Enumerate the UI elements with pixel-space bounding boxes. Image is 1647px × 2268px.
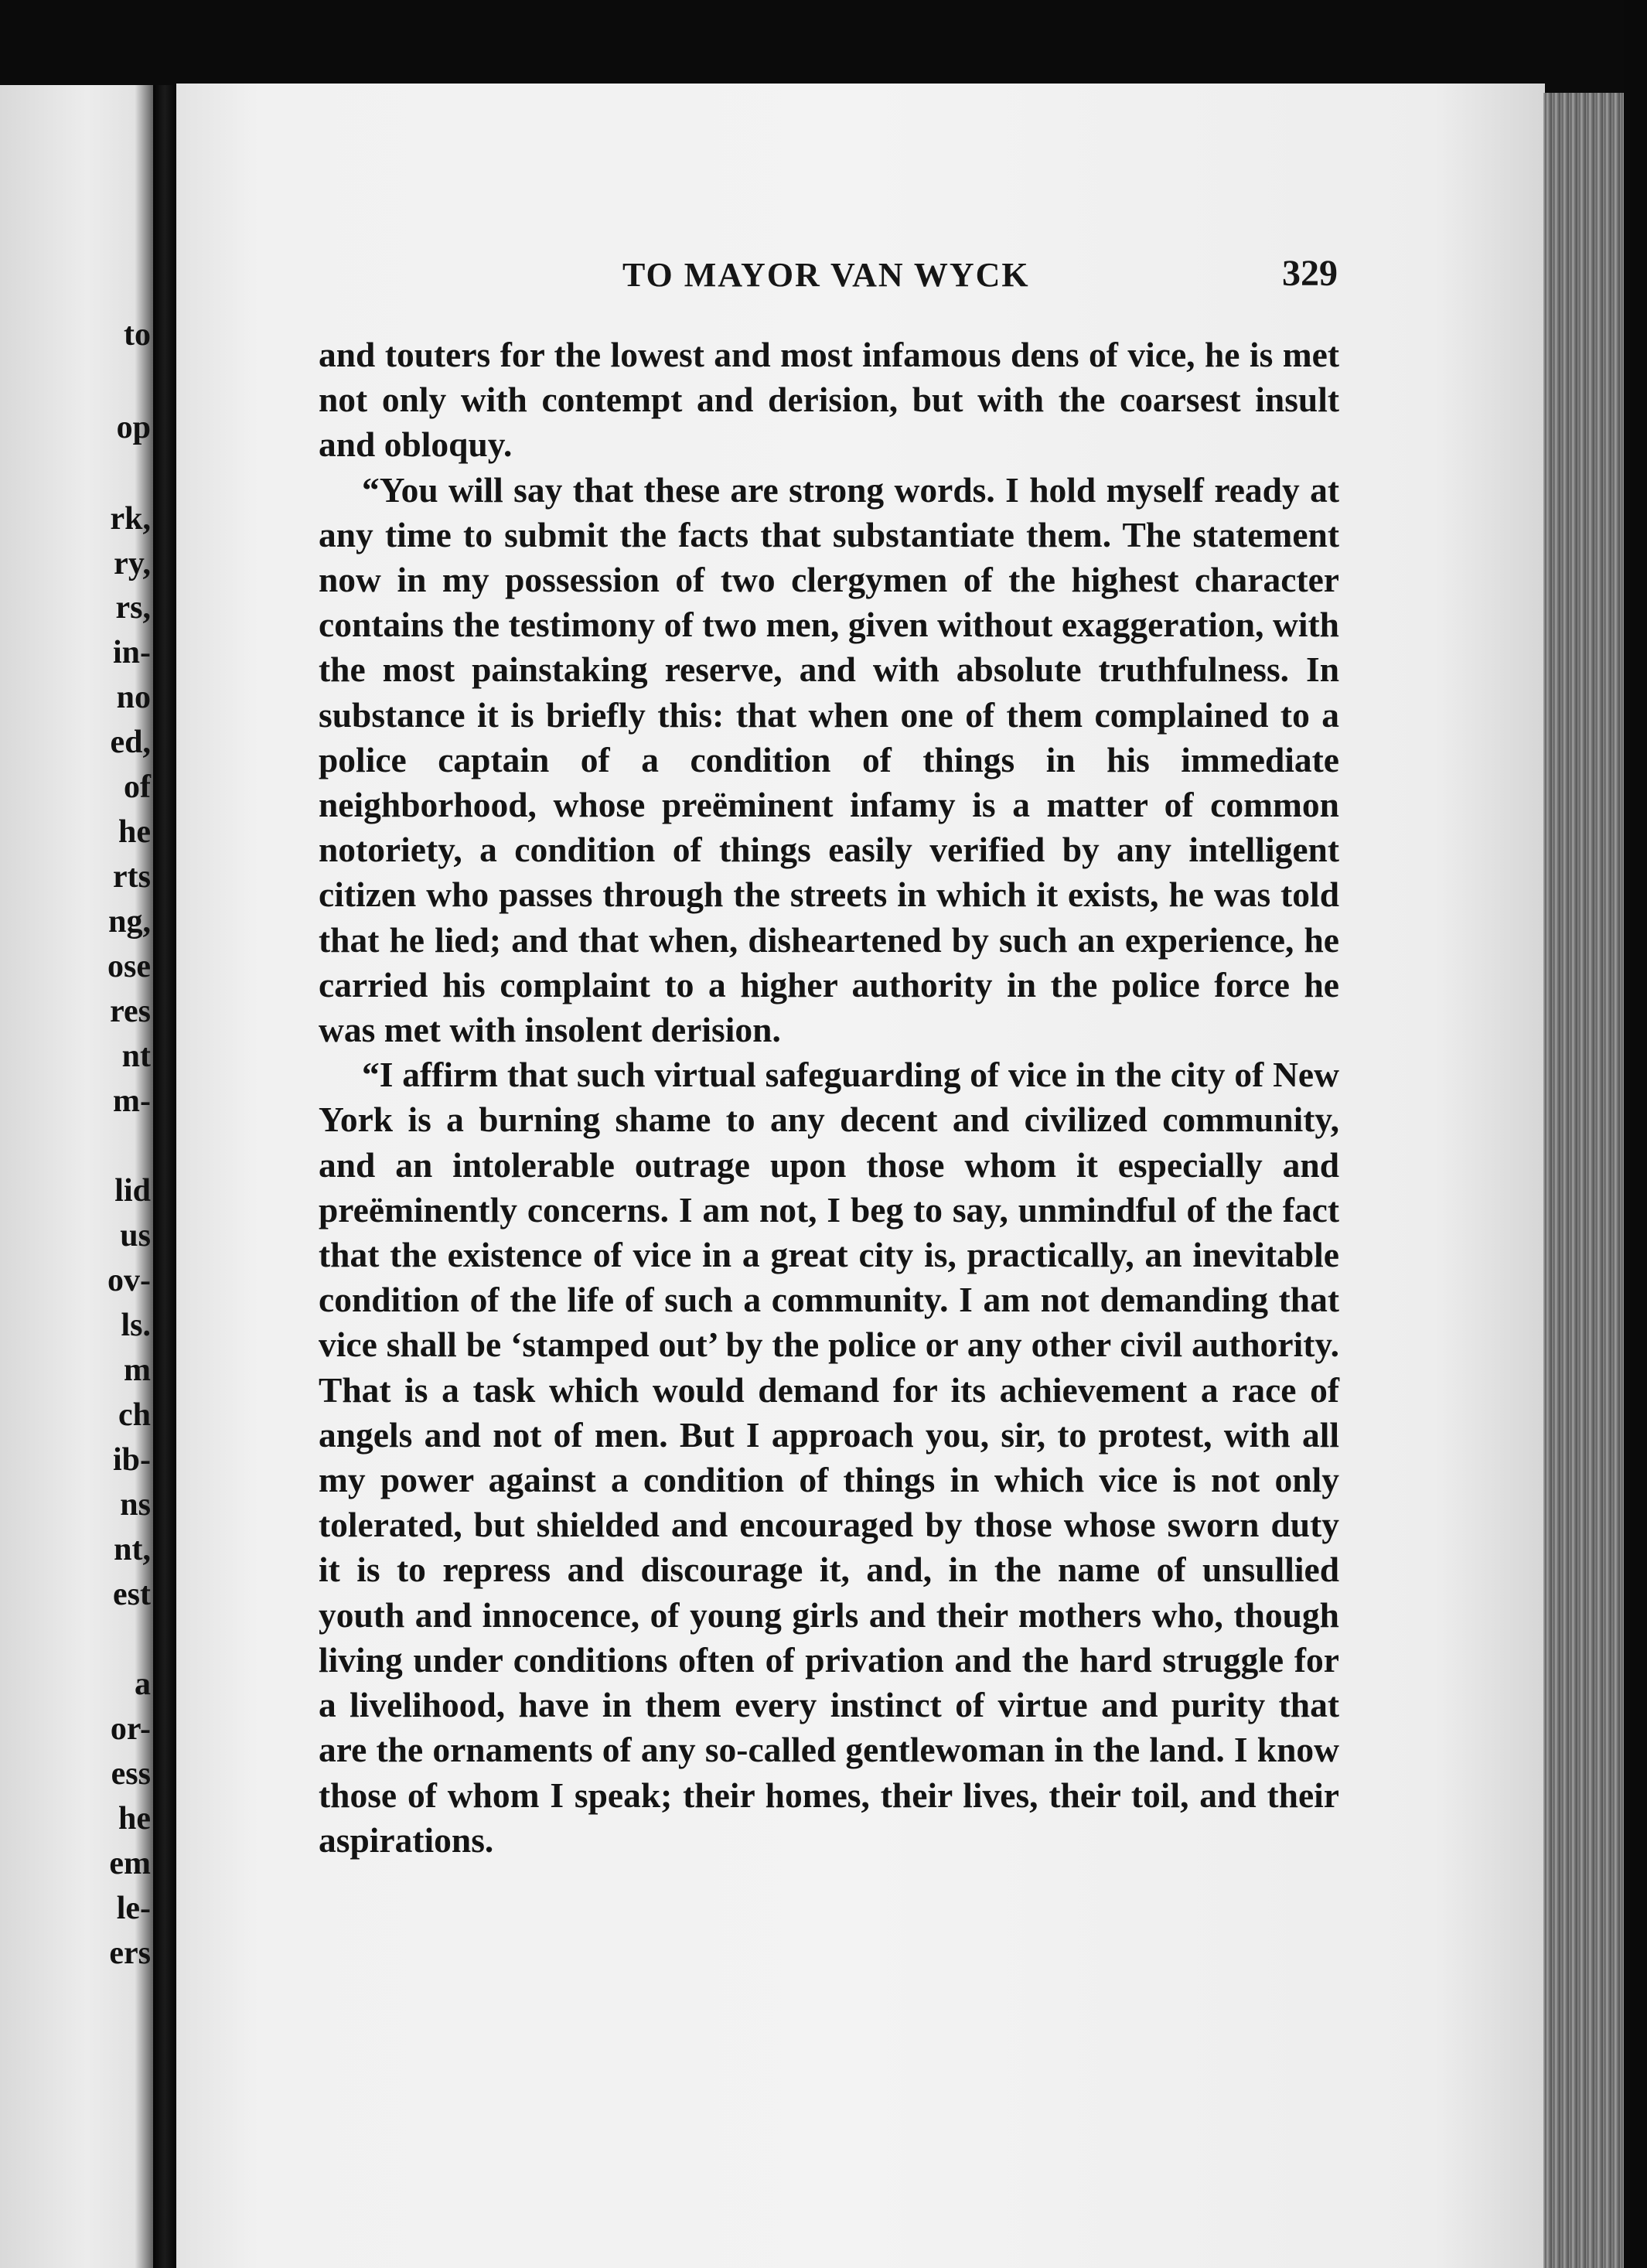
line-fragment: res xyxy=(110,994,151,1029)
line-fragment: a xyxy=(135,1666,151,1702)
line-fragment: ib- xyxy=(112,1442,151,1478)
line-fragment: or- xyxy=(110,1711,151,1747)
line-fragment: of xyxy=(124,769,151,805)
line-fragment: m xyxy=(124,1352,151,1388)
line-fragment: to xyxy=(124,317,151,353)
paragraph-continuation: and touters for the lowest and most infamous dens of vice, he is met not only with contempt and derision, but with the coarsest insult and obloquy. xyxy=(319,335,1339,465)
line-fragment: he xyxy=(118,814,151,850)
line-fragment: ers xyxy=(109,1935,151,1971)
line-fragment: us xyxy=(120,1218,151,1253)
line-fragment: ls. xyxy=(121,1308,151,1343)
line-fragment: rts xyxy=(113,859,151,895)
line-fragment: em xyxy=(109,1846,151,1881)
line-fragment: rs, xyxy=(115,590,151,626)
page-edge-stack xyxy=(1543,93,1628,2268)
line-fragment: ns xyxy=(120,1487,151,1523)
running-head: TO MAYOR VAN WYCK xyxy=(622,256,1030,294)
line-fragment: est xyxy=(113,1577,151,1612)
line-fragment: nt xyxy=(121,1039,151,1074)
edge-shadow xyxy=(1624,0,1647,2268)
line-fragment: rk, xyxy=(110,501,151,537)
line-fragment: ry, xyxy=(114,546,151,581)
line-fragment: m- xyxy=(113,1083,151,1119)
line-fragment: nt, xyxy=(114,1532,151,1567)
line-fragment: no xyxy=(116,680,151,715)
line-fragment: he xyxy=(118,1801,151,1837)
line-fragment: ov- xyxy=(107,1263,151,1298)
line-fragment: ng, xyxy=(108,904,151,940)
paragraph: “I affirm that such virtual safeguarding of vice in the city of New York is a burning shame to any decent and civilized community, and an intolerable outrage upon those whom it especially and preëminently concerns. I am not, I beg to say, unmindful of the fact that the existence of vice in a great city is, practically, an inevitable condition of the life of such a community. I am not demanding that vice shall be ‘stamped out’ by the police or any other civil authority. That is a task which would demand for its achievement a race of angels and not of men. But I approach you, sir, to protest, with all my power against a condition of things in which vice is not only tolerated, but shielded and encouraged by those whose sworn duty it is to repress and discourage it, and, in the name of unsullied youth and innocence, of young girls and their mothers who, though living under conditions often of privation and the hard struggle for a livelihood, have in them every instinct of virtue and purity that are the ornaments of any so-called gentlewoman in the land. I know those of whom I speak; their homes, their lives, their toil, and their aspirations. xyxy=(319,1055,1339,1860)
page-number: 329 xyxy=(1282,253,1338,294)
line-fragment: lid xyxy=(114,1173,151,1209)
page-body xyxy=(319,333,1339,1863)
line-fragment: ose xyxy=(107,949,151,984)
line-fragment: le- xyxy=(116,1891,151,1926)
line-fragment: in- xyxy=(112,635,151,670)
previous-page-edge xyxy=(0,85,159,2268)
line-fragment: ed, xyxy=(110,725,151,760)
line-fragment: ess xyxy=(111,1756,151,1792)
line-fragment: ch xyxy=(118,1397,151,1433)
paragraph: “You will say that these are strong words. I hold myself ready at any time to submit the facts that substantiate them. The statement now in my possession of two clergymen of the highest character contains the testimony of two men, given without exaggeration, with the most painstaking reserve, and with absolute truthfulness. In substance it is briefly this: that when one of them complained to a police captain of a condition of things in his immediate neighborhood, whose preëminent infamy is a matter of common notoriety, a condition of things easily verified by any intelligent citizen who passes through the streets in which it exists, he was told that he lied; and that when, disheartened by such an experience, he carried his complaint to a higher authority in the police force he was met with insolent derision. xyxy=(319,469,1339,1050)
line-fragment: op xyxy=(116,410,151,445)
book-gutter xyxy=(153,85,176,2268)
